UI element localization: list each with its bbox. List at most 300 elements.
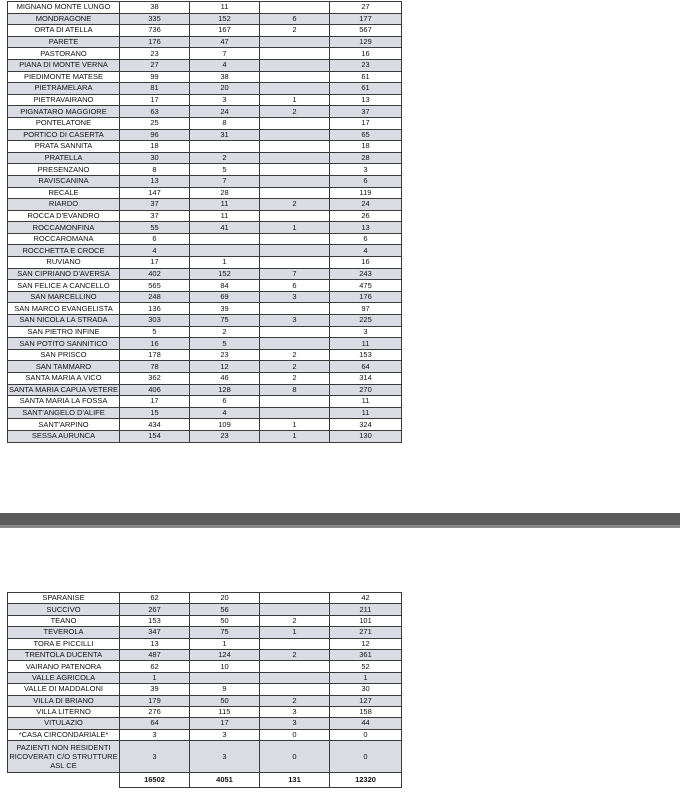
table-row [8, 315, 402, 327]
positive-cell: 81 [120, 83, 190, 95]
recovered-cell: 39 [190, 303, 260, 315]
deceased-cell [260, 407, 330, 419]
recovered-cell: 75 [190, 627, 260, 638]
deceased-cell: 2 [260, 615, 330, 626]
active-cell: 97 [330, 303, 402, 315]
recovered-cell [190, 141, 260, 153]
table-row [8, 373, 402, 385]
table-row [8, 303, 402, 315]
recovered-cell: 41 [190, 222, 260, 234]
table-row [8, 268, 402, 280]
deceased-cell: 8 [260, 384, 330, 396]
recovered-cell: 4 [190, 59, 260, 71]
recovered-cell: 3 [190, 94, 260, 106]
active-cell: 270 [330, 384, 402, 396]
municipality-cell: ROCCAMONFINA [8, 222, 120, 234]
positive-cell: 402 [120, 268, 190, 280]
positive-cell: 267 [120, 604, 190, 615]
deceased-cell [260, 152, 330, 164]
positive-cell: 37 [120, 199, 190, 211]
table-row [8, 164, 402, 176]
active-cell: 44 [330, 718, 402, 729]
recovered-cell: 84 [190, 280, 260, 292]
municipality-cell: PIETRAVAIRANO [8, 94, 120, 106]
deceased-cell: 3 [260, 291, 330, 303]
active-cell: 177 [330, 13, 402, 25]
positive-cell: 1 [120, 672, 190, 683]
municipality-cell: TEVEROLA [8, 627, 120, 638]
municipality-cell: SAN TAMMARO [8, 361, 120, 373]
table-row [8, 638, 402, 649]
table-1-body [8, 2, 402, 443]
active-cell: 243 [330, 268, 402, 280]
municipality-cell: PONTELATONE [8, 117, 120, 129]
deceased-cell [260, 71, 330, 83]
active-cell: 37 [330, 106, 402, 118]
recovered-cell: 75 [190, 315, 260, 327]
positive-cell: 153 [120, 615, 190, 626]
table-row [8, 407, 402, 419]
municipality-cell: VAIRANO PATENORA [8, 661, 120, 672]
active-cell: 3 [330, 164, 402, 176]
recovered-cell: 38 [190, 71, 260, 83]
municipality-cell: PARETE [8, 36, 120, 48]
deceased-cell [260, 233, 330, 245]
active-cell: 4 [330, 245, 402, 257]
deceased-cell [260, 59, 330, 71]
deceased-cell [260, 326, 330, 338]
table-row [8, 83, 402, 95]
active-cell: 361 [330, 649, 402, 660]
positive-cell: 16 [120, 338, 190, 350]
positive-cell: 3 [120, 729, 190, 740]
active-cell: 61 [330, 71, 402, 83]
recovered-cell: 31 [190, 129, 260, 141]
deceased-cell [260, 36, 330, 48]
municipality-cell: SANTA MARIA LA FOSSA [8, 396, 120, 408]
positive-cell: 176 [120, 36, 190, 48]
active-cell: 129 [330, 36, 402, 48]
active-cell: 27 [330, 2, 402, 14]
positive-cell: 8 [120, 164, 190, 176]
total-deceased: 131 [260, 773, 330, 788]
active-cell: 176 [330, 291, 402, 303]
deceased-cell: 3 [260, 706, 330, 717]
municipality-cell: SAN MARCELLINO [8, 291, 120, 303]
municipality-cell: SANTA MARIA CAPUA VETERE [8, 384, 119, 394]
active-cell: 271 [330, 627, 402, 638]
totals-label-cell [8, 773, 120, 788]
deceased-cell: 6 [260, 280, 330, 292]
municipality-cell: SAN NICOLA LA STRADA [8, 315, 120, 327]
municipality-cell: SAN CIPRIANO D'AVERSA [8, 268, 120, 280]
positive-cell: 5 [120, 326, 190, 338]
positive-cell: 303 [120, 315, 190, 327]
deceased-cell [260, 83, 330, 95]
deceased-cell [260, 593, 330, 604]
table-row [8, 106, 402, 118]
deceased-cell [260, 245, 330, 257]
deceased-cell: 2 [260, 199, 330, 211]
active-cell: 153 [330, 349, 402, 361]
positive-cell: 276 [120, 706, 190, 717]
deceased-cell [260, 210, 330, 222]
table-row [8, 152, 402, 164]
positive-cell: 178 [120, 349, 190, 361]
municipality-cell: *CASA CIRCONDARIALE* [8, 729, 120, 740]
table-row [8, 593, 402, 604]
covid-table-part-2 [7, 592, 402, 788]
deceased-cell: 2 [260, 373, 330, 385]
table-row [8, 36, 402, 48]
active-cell: 61 [330, 83, 402, 95]
municipality-cell: MONDRAGONE [8, 13, 120, 25]
municipality-cell: PRESENZANO [8, 164, 120, 176]
totals-row [8, 773, 402, 788]
positive-cell: 248 [120, 291, 190, 303]
deceased-cell: 0 [260, 741, 330, 773]
deceased-cell: 1 [260, 430, 330, 442]
municipality-cell: RAVISCANINA [8, 175, 120, 187]
positive-cell: 15 [120, 407, 190, 419]
positive-cell: 38 [120, 2, 190, 14]
deceased-cell [260, 175, 330, 187]
deceased-cell [260, 684, 330, 695]
table-row [8, 627, 402, 638]
table-row [8, 117, 402, 129]
active-cell: 130 [330, 430, 402, 442]
table-row [8, 706, 402, 717]
municipality-cell: SUCCIVO [8, 604, 120, 615]
municipality-cell: SAN PRISCO [8, 349, 120, 361]
recovered-cell: 7 [190, 175, 260, 187]
positive-cell: 62 [120, 593, 190, 604]
recovered-cell: 6 [190, 396, 260, 408]
table-row [8, 384, 402, 396]
deceased-cell: 1 [260, 222, 330, 234]
active-cell: 0 [330, 729, 402, 740]
positive-cell: 17 [120, 257, 190, 269]
recovered-cell: 23 [190, 430, 260, 442]
active-cell: 42 [330, 593, 402, 604]
positive-cell: 13 [120, 638, 190, 649]
municipality-cell: SAN PIETRO INFINE [8, 326, 120, 338]
positive-cell: 487 [120, 649, 190, 660]
positive-cell: 736 [120, 25, 190, 37]
table-row [8, 419, 402, 431]
deceased-cell [260, 396, 330, 408]
positive-cell: 17 [120, 396, 190, 408]
active-cell: 101 [330, 615, 402, 626]
deceased-cell: 2 [260, 649, 330, 660]
recovered-cell: 2 [190, 152, 260, 164]
recovered-cell: 1 [190, 638, 260, 649]
table-row [8, 718, 402, 729]
municipality-cell: TRENTOLA DUCENTA [8, 649, 120, 660]
municipality-cell: PIETRAMELARA [8, 83, 120, 95]
positive-cell: 25 [120, 117, 190, 129]
total-active: 12320 [330, 773, 402, 788]
deceased-cell [260, 141, 330, 153]
table-row [8, 222, 402, 234]
recovered-cell: 5 [190, 164, 260, 176]
municipality-cell: PRATELLA [8, 152, 120, 164]
table-row [8, 291, 402, 303]
recovered-cell: 47 [190, 36, 260, 48]
table-row [8, 349, 402, 361]
municipality-cell: VILLA DI BRIANO [8, 695, 120, 706]
table-row [8, 649, 402, 660]
positive-cell: 136 [120, 303, 190, 315]
table-row [8, 280, 402, 292]
municipality-cell: TORA E PICCILLI [8, 638, 120, 649]
positive-cell: 17 [120, 94, 190, 106]
active-cell: 6 [330, 233, 402, 245]
positive-cell: 4 [120, 245, 190, 257]
municipality-cell: VILLA LITERNO [8, 706, 120, 717]
recovered-cell: 23 [190, 349, 260, 361]
deceased-cell: 6 [260, 13, 330, 25]
recovered-cell [190, 672, 260, 683]
active-cell: 0 [330, 741, 402, 773]
deceased-cell [260, 604, 330, 615]
active-cell: 119 [330, 187, 402, 199]
active-cell: 24 [330, 199, 402, 211]
table-row [8, 684, 402, 695]
active-cell: 64 [330, 361, 402, 373]
municipality-cell: RECALE [8, 187, 120, 199]
positive-cell: 179 [120, 695, 190, 706]
active-cell: 30 [330, 684, 402, 695]
table-row [8, 187, 402, 199]
active-cell: 13 [330, 94, 402, 106]
active-cell: 28 [330, 152, 402, 164]
deceased-cell: 7 [260, 268, 330, 280]
municipality-cell: SAN POTITO SANNITICO [8, 338, 120, 350]
table-row [8, 396, 402, 408]
municipality-cell: PAZIENTI NON RESIDENTI RICOVERATI C/O STRUTTURE ASL CE [8, 741, 120, 773]
positive-cell: 434 [120, 419, 190, 431]
recovered-cell: 50 [190, 695, 260, 706]
deceased-cell: 2 [260, 695, 330, 706]
total-recovered: 4051 [190, 773, 260, 788]
positive-cell: 37 [120, 210, 190, 222]
recovered-cell [190, 233, 260, 245]
recovered-cell: 69 [190, 291, 260, 303]
recovered-cell: 20 [190, 593, 260, 604]
positive-cell: 39 [120, 684, 190, 695]
recovered-cell: 4 [190, 407, 260, 419]
municipality-cell: ROCCA D'EVANDRO [8, 210, 120, 222]
deceased-cell [260, 672, 330, 683]
active-cell: 6 [330, 175, 402, 187]
recovered-cell: 20 [190, 83, 260, 95]
positive-cell: 335 [120, 13, 190, 25]
recovered-cell: 56 [190, 604, 260, 615]
recovered-cell: 11 [190, 199, 260, 211]
municipality-cell: SAN MARCO EVANGELISTA [8, 303, 120, 315]
deceased-cell [260, 187, 330, 199]
table-row [8, 141, 402, 153]
municipality-cell: VITULAZIO [8, 718, 120, 729]
active-cell: 324 [330, 419, 402, 431]
deceased-cell [260, 661, 330, 672]
positive-cell: 30 [120, 152, 190, 164]
municipality-cell: SPARANISE [8, 593, 120, 604]
municipality-cell: VALLE DI MADDALONI [8, 684, 120, 695]
active-cell: 314 [330, 373, 402, 385]
recovered-cell: 2 [190, 326, 260, 338]
active-cell: 225 [330, 315, 402, 327]
municipality-cell: PIEDIMONTE MATESE [8, 71, 120, 83]
recovered-cell: 11 [190, 2, 260, 14]
deceased-cell [260, 117, 330, 129]
table-row [8, 71, 402, 83]
deceased-cell [260, 338, 330, 350]
municipality-cell: SAN FELICE A CANCELLO [8, 280, 120, 292]
municipality-cell: SESSA AURUNCA [8, 430, 120, 442]
municipality-cell: SANTA MARIA A VICO [8, 373, 120, 385]
recovered-cell [190, 245, 260, 257]
municipality-cell: SANT'ANGELO D'ALIFE [8, 407, 120, 419]
municipality-cell: PASTORANO [8, 48, 120, 60]
positive-cell: 78 [120, 361, 190, 373]
recovered-cell: 24 [190, 106, 260, 118]
active-cell: 16 [330, 48, 402, 60]
positive-cell: 55 [120, 222, 190, 234]
active-cell: 12 [330, 638, 402, 649]
deceased-cell [260, 638, 330, 649]
municipality-cell: PRATA SANNITA [8, 141, 120, 153]
active-cell: 11 [330, 407, 402, 419]
deceased-cell: 2 [260, 25, 330, 37]
active-cell: 127 [330, 695, 402, 706]
recovered-cell: 124 [190, 649, 260, 660]
recovered-cell: 109 [190, 419, 260, 431]
active-cell: 11 [330, 396, 402, 408]
recovered-cell: 152 [190, 268, 260, 280]
table-row [8, 2, 402, 14]
deceased-cell: 3 [260, 315, 330, 327]
deceased-cell: 2 [260, 361, 330, 373]
table-row [8, 430, 402, 442]
table-row [8, 604, 402, 615]
recovered-cell: 11 [190, 210, 260, 222]
table-row [8, 129, 402, 141]
deceased-cell: 0 [260, 729, 330, 740]
table-row [8, 210, 402, 222]
municipality-cell: SANT'ARPINO [8, 419, 120, 431]
active-cell: 52 [330, 661, 402, 672]
municipality-cell: PIANA DI MONTE VERNA [8, 59, 120, 71]
deceased-cell [260, 164, 330, 176]
deceased-cell: 1 [260, 94, 330, 106]
positive-cell: 565 [120, 280, 190, 292]
deceased-cell [260, 303, 330, 315]
table-row [8, 245, 402, 257]
active-cell: 567 [330, 25, 402, 37]
recovered-cell: 7 [190, 48, 260, 60]
table-row [8, 199, 402, 211]
table-row [8, 741, 402, 773]
table-row [8, 695, 402, 706]
table-row [8, 326, 402, 338]
active-cell: 211 [330, 604, 402, 615]
deceased-cell: 1 [260, 419, 330, 431]
positive-cell: 3 [120, 741, 190, 773]
active-cell: 1 [330, 672, 402, 683]
recovered-cell: 17 [190, 718, 260, 729]
positive-cell: 347 [120, 627, 190, 638]
active-cell: 18 [330, 141, 402, 153]
positive-cell: 99 [120, 71, 190, 83]
table-row [8, 233, 402, 245]
municipality-cell: ROCCHETTA E CROCE [8, 245, 120, 257]
municipality-cell: PORTICO DI CASERTA [8, 129, 120, 141]
table-row [8, 13, 402, 25]
table-row [8, 615, 402, 626]
active-cell: 16 [330, 257, 402, 269]
recovered-cell: 50 [190, 615, 260, 626]
table-row [8, 661, 402, 672]
positive-cell: 18 [120, 141, 190, 153]
positive-cell: 23 [120, 48, 190, 60]
covid-table-part-1 [7, 1, 402, 443]
deceased-cell [260, 129, 330, 141]
recovered-cell: 115 [190, 706, 260, 717]
municipality-cell: ORTA DI ATELLA [8, 25, 120, 37]
table-row [8, 48, 402, 60]
table-row [8, 338, 402, 350]
recovered-cell: 5 [190, 338, 260, 350]
active-cell: 65 [330, 129, 402, 141]
positive-cell: 62 [120, 661, 190, 672]
positive-cell: 6 [120, 233, 190, 245]
municipality-cell: RIARDO [8, 199, 120, 211]
active-cell: 23 [330, 59, 402, 71]
active-cell: 13 [330, 222, 402, 234]
municipality-cell: MIGNANO MONTE LUNGO [8, 2, 120, 14]
positive-cell: 63 [120, 106, 190, 118]
recovered-cell: 9 [190, 684, 260, 695]
positive-cell: 13 [120, 175, 190, 187]
page-separator-shadow [0, 525, 680, 528]
recovered-cell: 1 [190, 257, 260, 269]
deceased-cell: 1 [260, 627, 330, 638]
recovered-cell: 10 [190, 661, 260, 672]
deceased-cell [260, 48, 330, 60]
positive-cell: 154 [120, 430, 190, 442]
recovered-cell: 3 [190, 729, 260, 740]
table-row [8, 25, 402, 37]
positive-cell: 147 [120, 187, 190, 199]
municipality-cell: PIGNATARO MAGGIORE [8, 106, 120, 118]
deceased-cell: 3 [260, 718, 330, 729]
recovered-cell: 8 [190, 117, 260, 129]
active-cell: 26 [330, 210, 402, 222]
positive-cell: 96 [120, 129, 190, 141]
recovered-cell: 128 [190, 384, 260, 396]
recovered-cell: 46 [190, 373, 260, 385]
recovered-cell: 12 [190, 361, 260, 373]
table-row [8, 94, 402, 106]
deceased-cell [260, 2, 330, 14]
deceased-cell: 2 [260, 349, 330, 361]
table-row [8, 361, 402, 373]
active-cell: 475 [330, 280, 402, 292]
table-row [8, 175, 402, 187]
table-row [8, 729, 402, 740]
